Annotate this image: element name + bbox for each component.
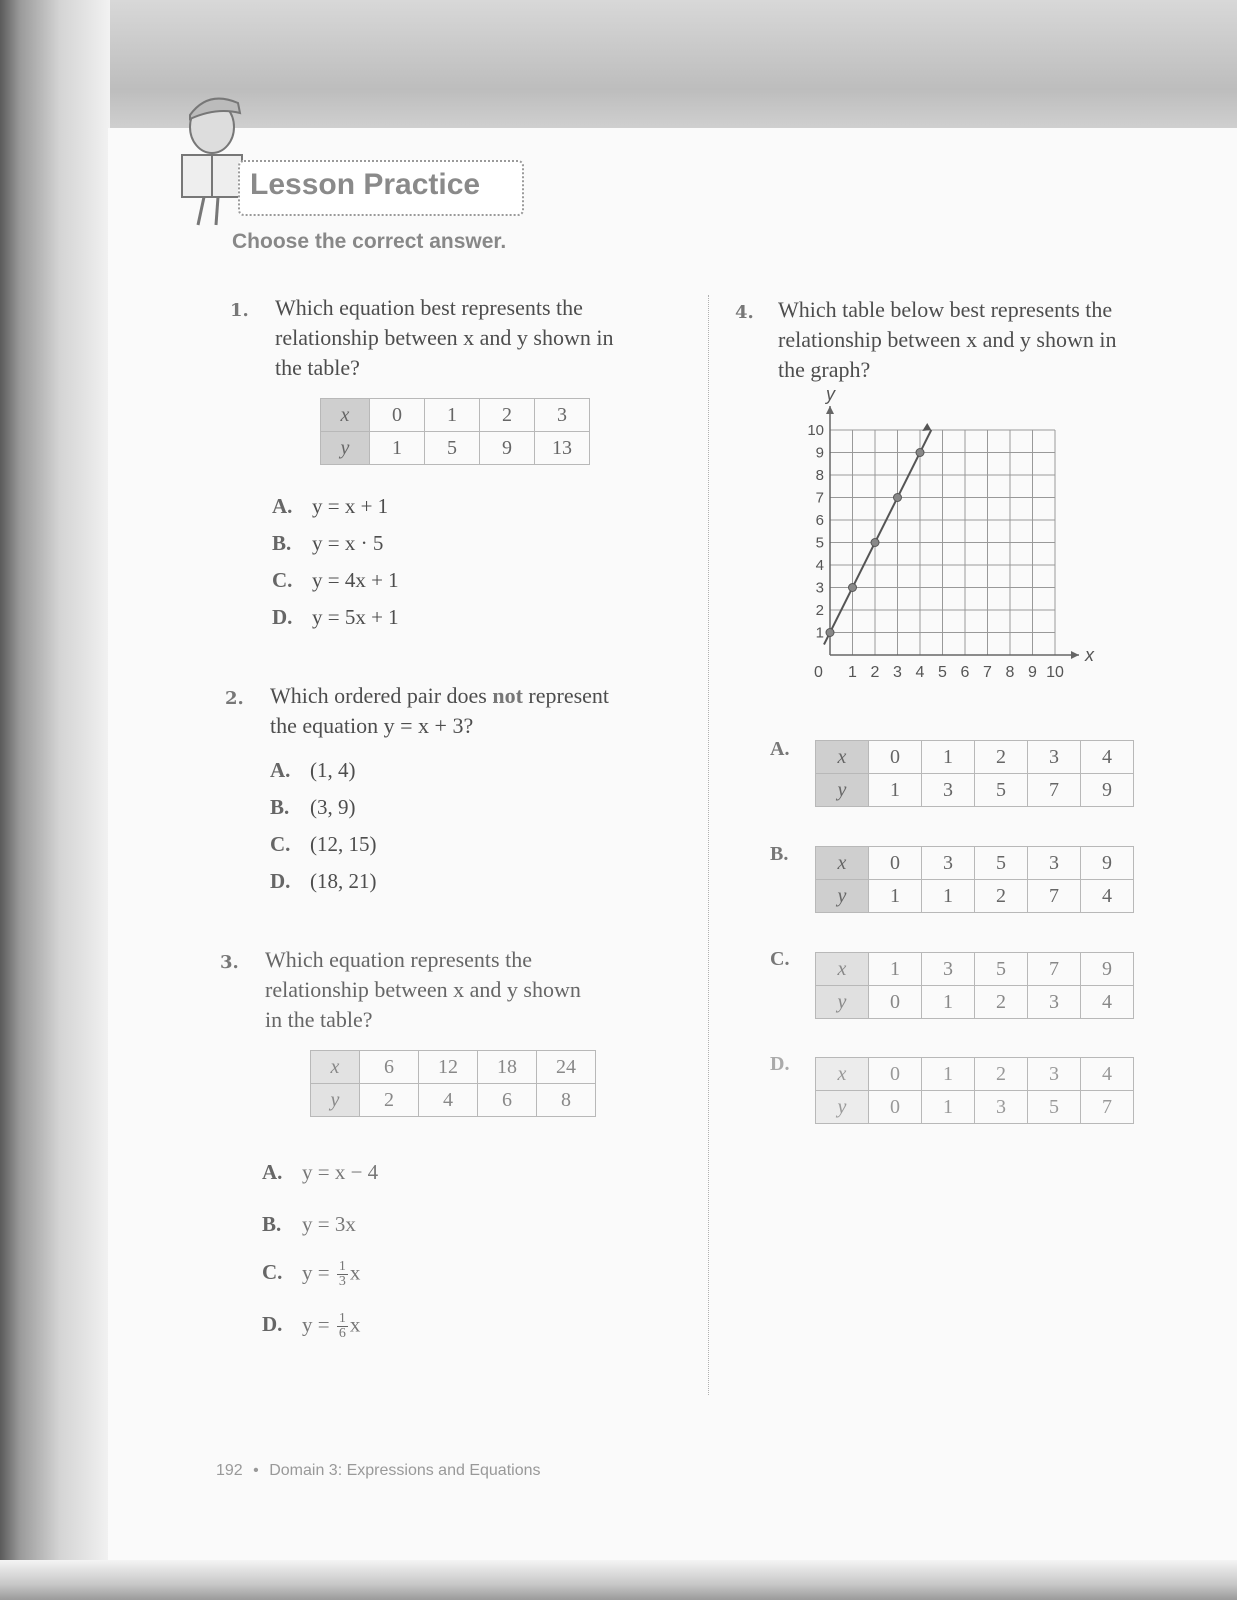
table-row xyxy=(816,741,1134,774)
x-tick-label: 4 xyxy=(915,664,925,681)
choice-text: (12, 15) xyxy=(310,832,377,856)
table-header-cell: x xyxy=(816,1058,869,1091)
table-cell: 1 xyxy=(922,880,975,913)
fraction-denominator: 6 xyxy=(338,1326,346,1341)
table-cell: 24 xyxy=(537,1051,596,1084)
table-cell: 1 xyxy=(869,880,922,913)
y-tick-label: 1 xyxy=(815,624,824,642)
table-cell: 18 xyxy=(478,1051,537,1084)
choice-letter: A. xyxy=(272,494,293,518)
q4-option-a-table[interactable] xyxy=(815,740,1134,807)
q1-text-line: Which equation best represents the xyxy=(275,295,583,320)
q3-choice-d[interactable] xyxy=(262,1312,360,1341)
table-row xyxy=(816,1091,1134,1124)
choice-letter: B. xyxy=(272,531,292,555)
q1-text-line: relationship between x and y shown in xyxy=(275,325,614,350)
table-cell: 13 xyxy=(535,432,590,465)
table-cell: 9 xyxy=(1081,774,1134,807)
q2-text-part: represent xyxy=(522,683,610,708)
choice-text: y = 4x + 1 xyxy=(312,568,399,592)
table-cell: 7 xyxy=(1081,1091,1134,1124)
choice-text: (1, 4) xyxy=(310,758,356,782)
lesson-practice-banner xyxy=(238,160,524,216)
table-cell: 3 xyxy=(1028,847,1081,880)
table-cell: 7 xyxy=(1028,953,1081,986)
q3-choice-b[interactable] xyxy=(262,1212,356,1237)
choice-text: y = x · 5 xyxy=(312,531,384,555)
q3-number: 3. xyxy=(220,952,239,973)
y-tick-label: 6 xyxy=(815,512,824,529)
table-row xyxy=(816,774,1134,807)
table-cell: 7 xyxy=(1028,774,1081,807)
table-cell: 5 xyxy=(1028,1091,1081,1124)
y-tick-label: 3 xyxy=(815,579,824,597)
q1-choice-b[interactable] xyxy=(272,531,383,556)
table-cell: 0 xyxy=(869,741,922,774)
choice-text: y = 5x + 1 xyxy=(312,605,399,629)
y-axis-label: y xyxy=(826,384,835,404)
q2-text-line: the equation y = x + 3? xyxy=(270,713,474,738)
q4-text xyxy=(778,295,1117,385)
choice-text: (3, 9) xyxy=(310,795,356,819)
origin-label: 0 xyxy=(814,664,823,681)
table-cell: 6 xyxy=(360,1051,419,1084)
choice-text: y = x + 1 xyxy=(312,494,389,518)
table-cell: 0 xyxy=(869,1091,922,1124)
table-cell: 2 xyxy=(975,986,1028,1019)
choice-letter: D. xyxy=(270,869,291,893)
table-cell: 4 xyxy=(1081,741,1134,774)
x-tick-label: 7 xyxy=(983,664,992,681)
data-point xyxy=(894,494,902,502)
table-row xyxy=(816,953,1134,986)
q1-choice-d[interactable] xyxy=(272,605,399,630)
table-cell: 9 xyxy=(480,432,535,465)
table-cell: 0 xyxy=(370,399,425,432)
table-row xyxy=(816,847,1134,880)
table-cell: 3 xyxy=(1028,741,1081,774)
q4-graph xyxy=(800,384,1094,705)
y-tick-label: 5 xyxy=(815,534,824,552)
fraction-denominator: 3 xyxy=(338,1274,346,1289)
q3-text xyxy=(265,945,581,1035)
q1-number: 1. xyxy=(230,300,249,321)
choice-letter: A. xyxy=(262,1160,283,1184)
q4-option-b-table[interactable] xyxy=(815,846,1134,913)
scan-bottom-shadow xyxy=(0,1560,1237,1600)
q4-option-a-letter[interactable]: A. xyxy=(770,738,790,760)
table-cell: 4 xyxy=(419,1084,478,1117)
fraction xyxy=(337,1260,348,1289)
scan-left-shadow xyxy=(0,0,110,1600)
table-cell: 1 xyxy=(869,774,922,807)
q1-text xyxy=(275,293,614,383)
table-cell: 5 xyxy=(425,432,480,465)
table-cell: 4 xyxy=(1081,986,1134,1019)
table-header-cell: y xyxy=(816,986,869,1019)
x-tick-label: 6 xyxy=(960,664,970,681)
table-row xyxy=(321,432,590,465)
footer-domain-title: Domain 3: Expressions and Equations xyxy=(269,1462,541,1479)
table-cell: 2 xyxy=(360,1084,419,1117)
x-tick-label: 10 xyxy=(1046,664,1064,681)
table-header-cell: y xyxy=(816,774,869,807)
table-cell: 2 xyxy=(480,399,535,432)
table-cell: 0 xyxy=(869,1058,922,1091)
choice-text: x xyxy=(349,1312,361,1337)
table-cell: 0 xyxy=(869,847,922,880)
x-tick-label: 9 xyxy=(1028,664,1037,681)
table-cell: 12 xyxy=(419,1051,478,1084)
y-tick-label: 8 xyxy=(815,467,824,484)
page-number: 192 xyxy=(216,1462,243,1479)
x-tick-label: 1 xyxy=(848,664,857,681)
q3-choice-a[interactable] xyxy=(262,1160,378,1185)
data-point xyxy=(916,449,924,457)
choice-text: (18, 21) xyxy=(310,869,377,893)
fraction xyxy=(337,1312,348,1341)
table-cell: 3 xyxy=(922,774,975,807)
q3-text-line: in the table? xyxy=(265,1007,373,1032)
table-row xyxy=(311,1084,596,1117)
x-tick-label: 2 xyxy=(870,664,880,681)
choice-letter: A. xyxy=(270,758,291,782)
q4-number: 4. xyxy=(735,302,754,323)
table-cell: 1 xyxy=(922,741,975,774)
q2-choice-c[interactable] xyxy=(270,832,377,857)
q4-option-b-letter[interactable]: B. xyxy=(770,843,789,865)
table-cell: 3 xyxy=(535,399,590,432)
q4-option-c-letter[interactable]: C. xyxy=(770,948,790,970)
q1-choice-c[interactable] xyxy=(272,568,399,593)
instructions: Choose the correct answer. xyxy=(232,230,507,253)
table-header-cell: x xyxy=(311,1051,360,1084)
x-axis-label: x xyxy=(1085,645,1094,665)
q2-text-emphasis: not xyxy=(492,683,523,708)
q4-text-line: relationship between x and y shown in xyxy=(778,327,1117,352)
y-tick-label: 2 xyxy=(815,602,824,619)
table-row xyxy=(321,399,590,432)
table-cell: 3 xyxy=(922,953,975,986)
choice-letter: C. xyxy=(262,1260,283,1285)
x-tick-label: 5 xyxy=(938,664,947,681)
fraction-numerator: 1 xyxy=(338,1311,346,1326)
y-tick-label: 7 xyxy=(815,489,824,507)
q2-text-line xyxy=(270,681,609,711)
choice-text: y = xyxy=(302,1260,335,1285)
footer-bullet: • xyxy=(253,1462,259,1479)
table-cell: 5 xyxy=(975,774,1028,807)
choice-letter: B. xyxy=(262,1212,282,1236)
series-line xyxy=(824,430,931,645)
banner-title: Lesson Practice xyxy=(250,168,481,201)
data-point xyxy=(849,584,857,592)
y-tick-label: 4 xyxy=(815,557,824,574)
table-row xyxy=(816,880,1134,913)
table-header-cell: y xyxy=(321,432,370,465)
x-tick-label: 8 xyxy=(1005,664,1015,681)
table-header-cell: y xyxy=(311,1084,360,1117)
table-cell: 1 xyxy=(425,399,480,432)
q2-text xyxy=(270,681,609,741)
y-axis-arrow-icon xyxy=(826,406,834,414)
series-arrow-icon xyxy=(922,423,931,431)
table-cell: 1 xyxy=(922,986,975,1019)
q3-choice-c[interactable] xyxy=(262,1260,360,1289)
table-row xyxy=(311,1051,596,1084)
choice-letter: D. xyxy=(272,605,293,629)
table-cell: 5 xyxy=(975,847,1028,880)
table-cell: 2 xyxy=(975,1058,1028,1091)
q2-number: 2. xyxy=(225,688,244,709)
column-divider xyxy=(708,295,709,1395)
choice-letter: C. xyxy=(272,568,293,592)
choice-letter: D. xyxy=(262,1312,283,1337)
table-cell: 2 xyxy=(975,741,1028,774)
table-row xyxy=(816,986,1134,1019)
table-header-cell: y xyxy=(816,880,869,913)
q3-text-line: relationship between x and y shown xyxy=(265,977,581,1002)
table-row xyxy=(816,1058,1134,1091)
x-tick-label: 3 xyxy=(893,664,902,681)
q1-text-line: the table? xyxy=(275,355,360,380)
table-cell: 3 xyxy=(975,1091,1028,1124)
choice-letter: C. xyxy=(270,832,291,856)
table-header-cell: x xyxy=(816,953,869,986)
choice-text: y = 3x xyxy=(302,1212,356,1236)
y-tick-label: 10 xyxy=(807,422,824,439)
table-cell: 3 xyxy=(1028,986,1081,1019)
table-cell: 4 xyxy=(1081,1058,1134,1091)
table-cell: 0 xyxy=(869,986,922,1019)
q4-option-d-letter[interactable]: D. xyxy=(770,1053,790,1075)
table-cell: 1 xyxy=(922,1058,975,1091)
table-cell: 9 xyxy=(1081,847,1134,880)
table-cell: 1 xyxy=(869,953,922,986)
q1-choice-a[interactable] xyxy=(272,494,388,519)
table-cell: 3 xyxy=(922,847,975,880)
q3-table xyxy=(310,1050,596,1117)
table-cell: 8 xyxy=(537,1084,596,1117)
q1-table xyxy=(320,398,590,465)
q2-choice-b[interactable] xyxy=(270,795,356,820)
table-cell: 9 xyxy=(1081,953,1134,986)
table-cell: 7 xyxy=(1028,880,1081,913)
choice-letter: B. xyxy=(270,795,290,819)
choice-text: x xyxy=(349,1260,361,1285)
table-cell: 2 xyxy=(975,880,1028,913)
q4-option-d-table[interactable] xyxy=(815,1057,1134,1124)
table-header-cell: y xyxy=(816,1091,869,1124)
table-cell: 1 xyxy=(370,432,425,465)
data-point xyxy=(871,539,879,547)
table-cell: 3 xyxy=(1028,1058,1081,1091)
q2-choice-a[interactable] xyxy=(270,758,356,783)
table-header-cell: x xyxy=(816,741,869,774)
q2-text-part: Which ordered pair does xyxy=(270,683,493,708)
page-footer xyxy=(216,1462,540,1480)
q4-text-line: Which table below best represents the xyxy=(778,297,1113,322)
fraction-numerator: 1 xyxy=(338,1259,346,1274)
q3-text-line: Which equation represents the xyxy=(265,947,532,972)
data-point xyxy=(826,629,834,637)
table-cell: 1 xyxy=(922,1091,975,1124)
y-tick-label: 9 xyxy=(815,444,824,462)
choice-text: y = xyxy=(302,1312,335,1337)
table-cell: 6 xyxy=(478,1084,537,1117)
table-cell: 5 xyxy=(975,953,1028,986)
table-header-cell: x xyxy=(816,847,869,880)
q4-option-c-table[interactable] xyxy=(815,952,1134,1019)
table-header-cell: x xyxy=(321,399,370,432)
q4-text-line: the graph? xyxy=(778,357,871,382)
q2-choice-d[interactable] xyxy=(270,869,377,894)
choice-text: y = x − 4 xyxy=(302,1160,379,1184)
x-axis-arrow-icon xyxy=(1071,651,1079,659)
table-cell: 4 xyxy=(1081,880,1134,913)
